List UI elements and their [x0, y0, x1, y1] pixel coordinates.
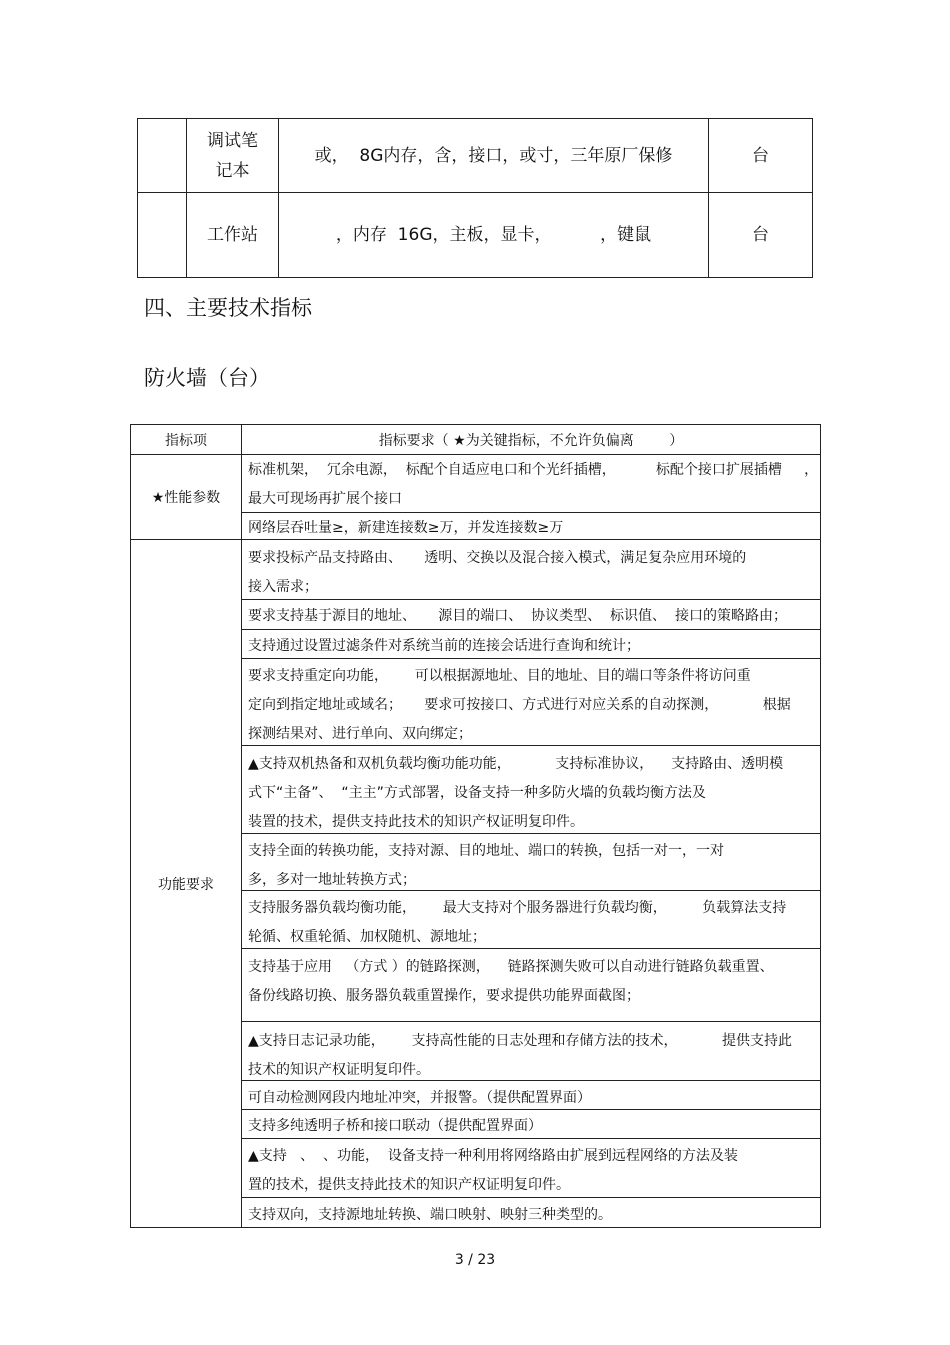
row-text-line: 探测结果对、进行单向、双向绑定； — [248, 726, 472, 742]
row-text-line: 要求支持基于源目的地址、 源目的端口、 协议类型、 标识值、 接口的策略路由； — [248, 608, 787, 624]
table-row — [248, 455, 820, 512]
table-divider — [241, 629, 820, 630]
item-unit — [709, 193, 812, 277]
table-divider — [241, 1197, 820, 1198]
table-divider — [241, 1021, 820, 1022]
group-label-performance: ★性能参数 — [151, 490, 221, 506]
row-text-line: ▲支持 、 、功能， 设备支持一种利用将网络路由扩展到远程网络的方法及装 — [248, 1148, 738, 1164]
row-text-line: 支持基于应用 （方式 ）的链路探测， 链路探测失败可以自动进行链路负载重置、 — [248, 959, 774, 975]
row-text-line: 支持通过设置过滤条件对系统当前的连接会话进行查询和统计； — [248, 638, 640, 654]
row-text-line: 支持多纯透明子桥和接口联动（提供配置界面） — [248, 1118, 542, 1134]
row-text-line: ▲支持双机热备和双机负载均衡功能功能， 支持标准协议， 支持路由、透明模 — [248, 756, 784, 772]
header-requirement: 指标要求（ ★为关键指标，不允许负偏离 ） — [378, 432, 684, 449]
row-text-line: 技术的知识产权证明复印件。 — [248, 1062, 430, 1078]
item-spec-text: 或， 8G内存，含，接口，或寸，三年原厂保修 — [314, 145, 673, 166]
table-row — [248, 513, 820, 539]
firewall-spec-table — [130, 424, 821, 1228]
page-number: 3 / 23 — [454, 1252, 496, 1268]
row-text-line: 多，多对一地址转换方式； — [248, 872, 416, 888]
row-text-line: 定向到指定地址或域名； 要求可按接口、方式进行对应关系的自动探测， 根据 — [248, 697, 791, 713]
table-divider — [241, 948, 820, 949]
table-divider — [241, 1080, 820, 1081]
row-text-line: 式下“主备”、 “主主”方式部署，设备支持一种多防火墙的负载均衡方法及 — [248, 785, 706, 801]
table-divider — [241, 745, 820, 746]
row-text-line: 标准机架， 冗余电源， 标配个自适应电口和个光纤插槽， 标配个接口扩展插槽 ， — [248, 462, 819, 478]
row-text-line: 备份线路切换、服务器负载重置操作，要求提供功能界面截图； — [248, 988, 640, 1004]
table-divider — [241, 1138, 820, 1139]
equipment-table — [137, 118, 813, 278]
row-text-line: 要求投标产品支持路由、 透明、交换以及混合接入模式，满足复杂应用环境的 — [248, 550, 747, 566]
row-text-line: 网络层吞吐量≥，新建连接数≥万，并发连接数≥万 — [248, 520, 564, 536]
item-unit — [709, 119, 812, 192]
row-text-line: 装置的技术，提供支持此技术的知识产权证明复印件。 — [248, 814, 584, 830]
item-spec — [279, 119, 708, 192]
row-text-line: 轮循、权重轮循、加权随机、源地址； — [248, 929, 486, 945]
table-divider — [241, 833, 820, 834]
table-divider — [241, 599, 820, 600]
item-spec — [279, 193, 708, 277]
section-heading: 四、主要技术指标 — [144, 296, 312, 320]
row-text-line: 支持双向，支持源地址转换、端口映射、映射三种类型的。 — [248, 1207, 612, 1223]
header-indicator: 指标项 — [165, 432, 207, 449]
row-text-line: 可自动检测网段内地址冲突，并报警。（提供配置界面） — [248, 1090, 591, 1106]
row-text-line: 支持服务器负载均衡功能， 最大支持对个服务器进行负载均衡， 负载算法支持 — [248, 900, 787, 916]
item-name-line: 工作站 — [207, 225, 258, 245]
table-divider — [241, 425, 242, 1227]
row-text-line: 要求支持重定向功能， 可以根据源地址、目的地址、目的端口等条件将访问重 — [248, 668, 751, 684]
table-divider — [241, 890, 820, 891]
table-divider — [241, 1109, 820, 1110]
item-name-line: 记本 — [215, 160, 250, 181]
row-text-line: ▲支持日志记录功能， 支持高性能的日志处理和存储方法的技术， 提供支持此 — [248, 1033, 792, 1049]
group-label-function: 功能要求 — [158, 876, 214, 893]
subsection-heading: 防火墙（台） — [144, 366, 270, 390]
table-row — [187, 119, 278, 192]
row-text-line: 最大可现场再扩展个接口 — [248, 491, 402, 507]
item-name-line: 调试笔 — [207, 130, 258, 151]
item-unit-text: 台 — [752, 225, 769, 245]
row-text-line: 置的技术，提供支持此技术的知识产权证明复印件。 — [248, 1177, 570, 1193]
item-unit-text: 台 — [752, 145, 769, 166]
table-divider — [241, 658, 820, 659]
item-spec-text: ，内存 16G，主板，显卡， ，键鼠 — [335, 225, 652, 245]
row-text-line: 支持全面的转换功能，支持对源、目的地址、端口的转换，包括一对一，一对 — [248, 843, 724, 859]
row-text-line: 接入需求； — [248, 579, 318, 595]
table-row — [187, 193, 278, 277]
